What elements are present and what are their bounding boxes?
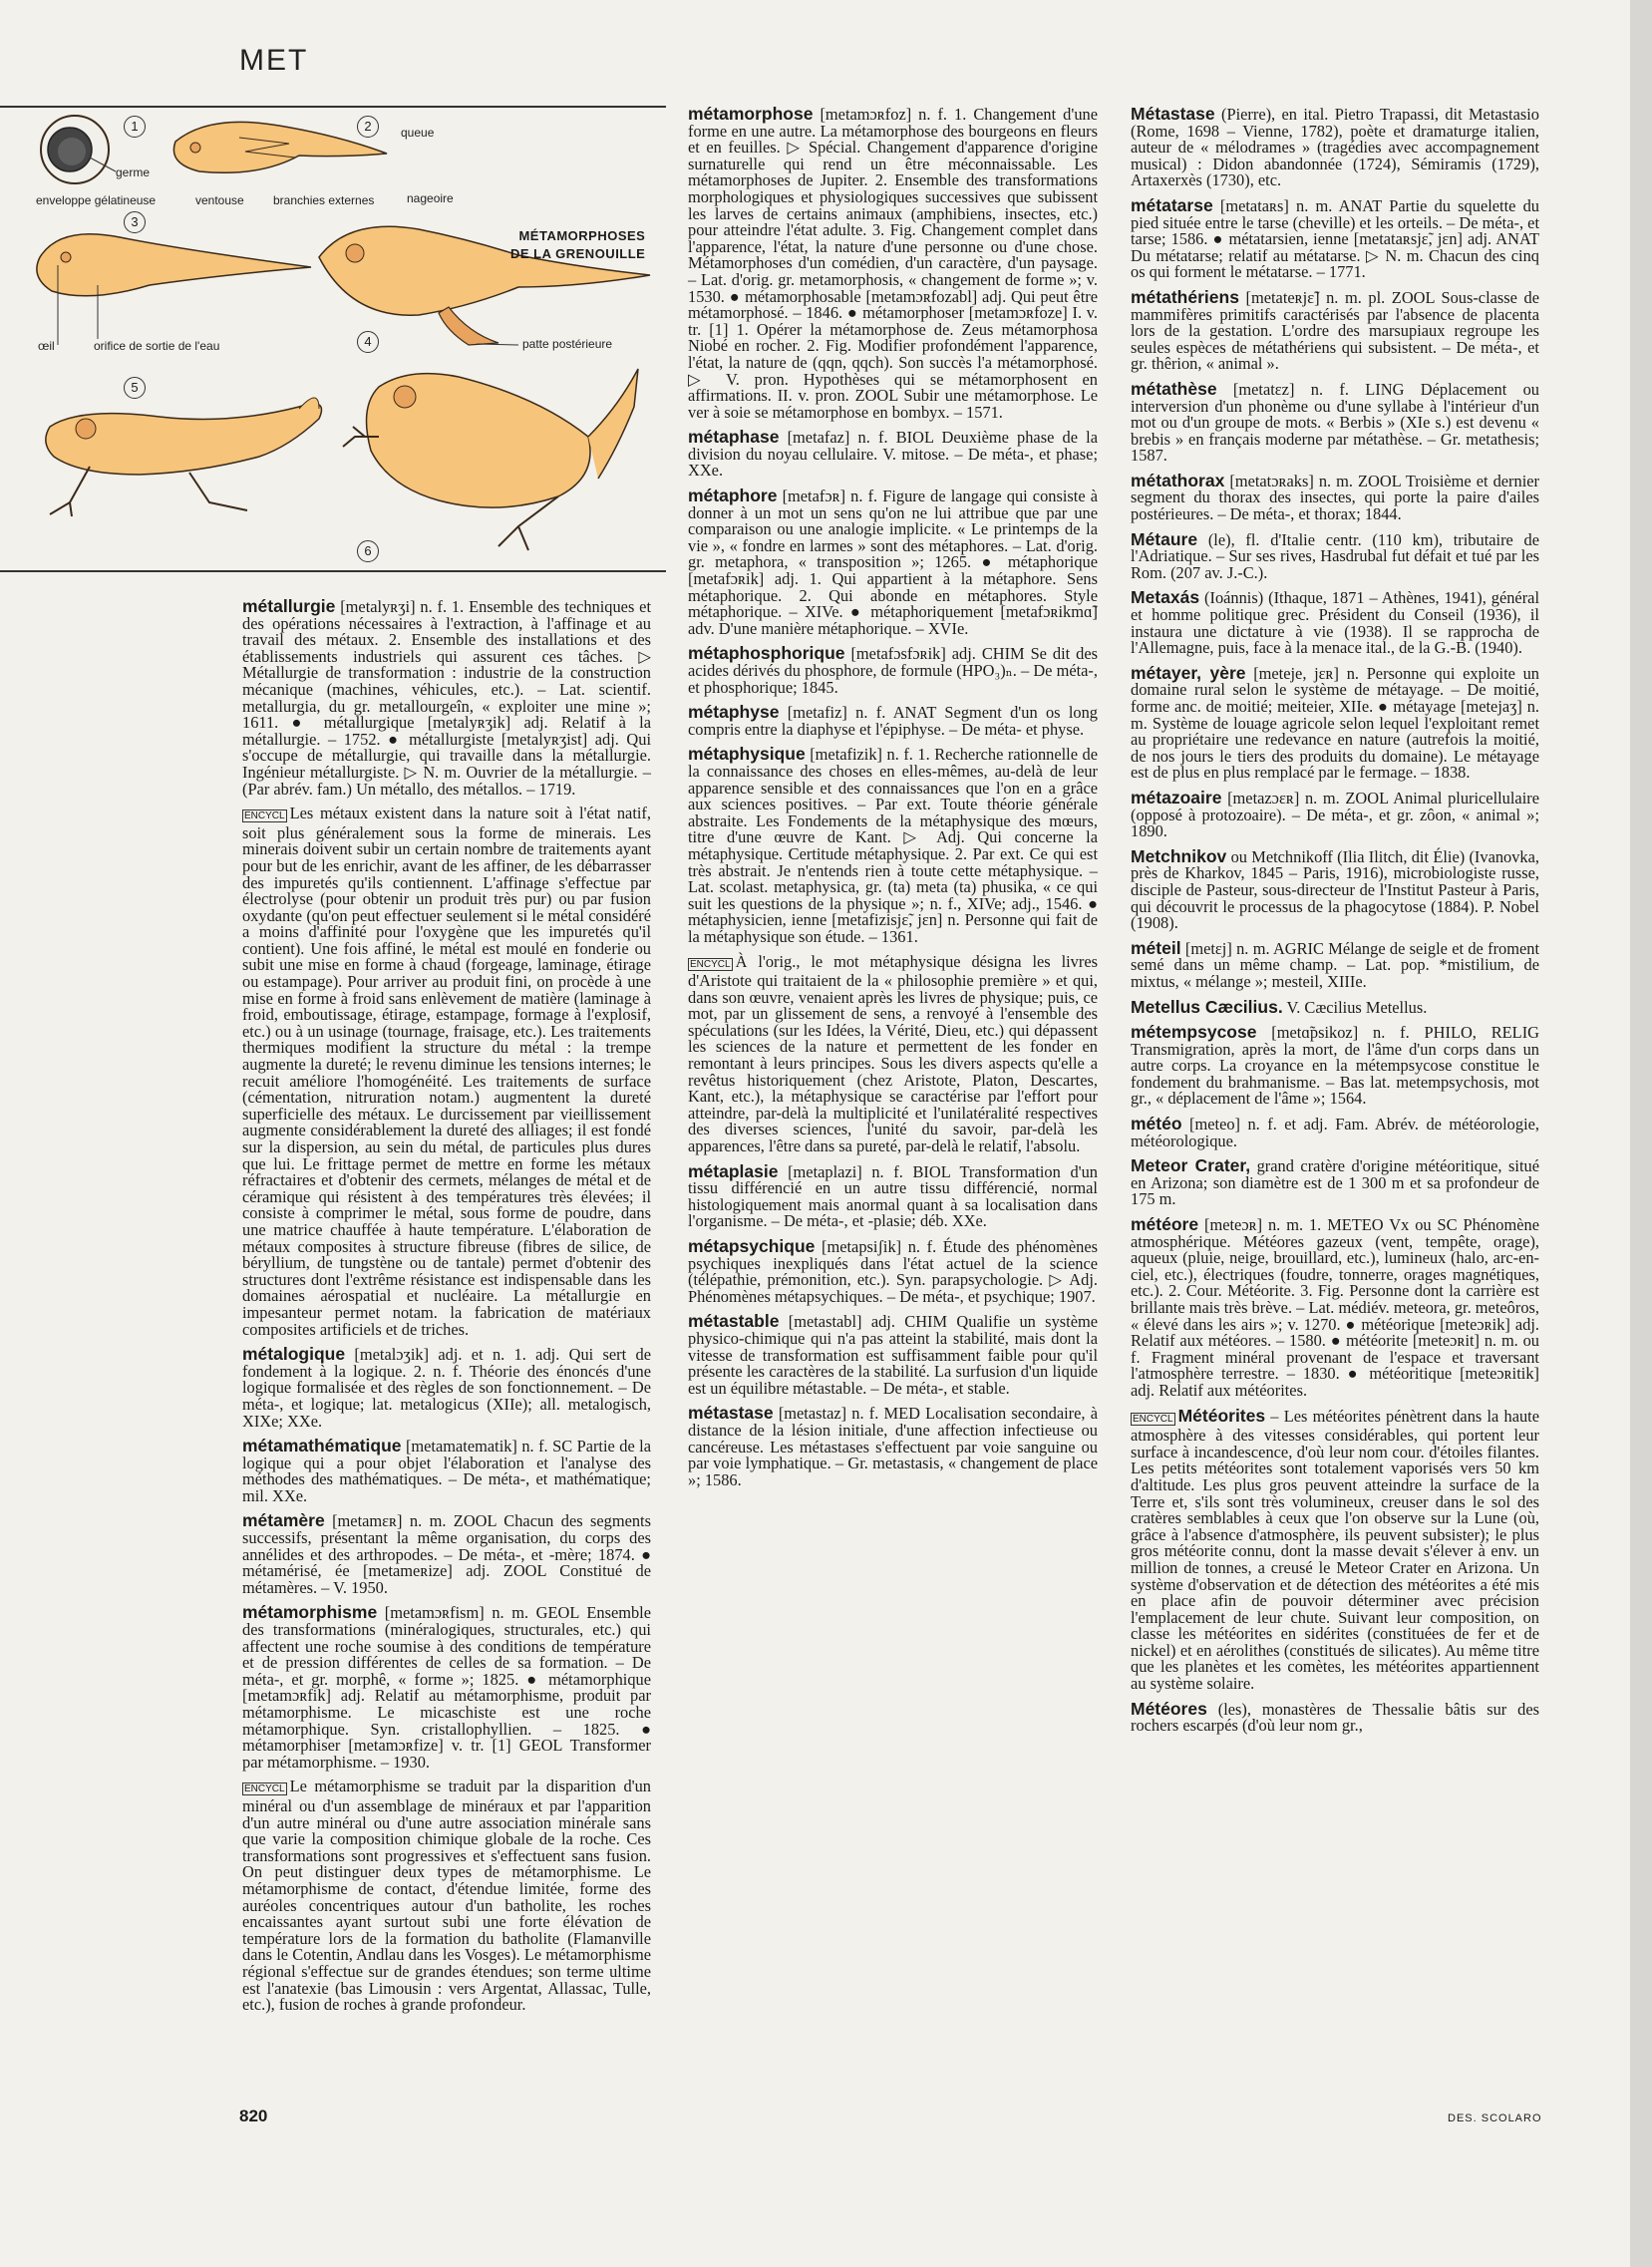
definition: [metalɔʒik] adj. et n. 1. adj. Qui sert de fondement à la logique. 2. n. f. Théorie des énoncés d'une logique formalisée et des règles de son fonctionnement. – De méta-, et logique; lat. metalogicus (XIIe); all. metalogisch, XIXe; XXe.	[242, 1345, 651, 1431]
definition: [meteje, jɛʀ] n. Personne qui exploite un domaine rural selon le système de métayage. – De moitié, forme anc. de moitié; meiteier, XIIe. ● métayage [metejaʒ] n. m. Système de louage agricole selon lequel l'exploitant remet au propriétaire une redevance en nature (autrefois la moitié, de nos jours le tiers des produits du domaine). Le métayage est de plus en plus remplacé par le fermage. – 1838.	[1131, 663, 1539, 783]
stage-4-number: 4	[357, 331, 379, 353]
definition: (Pierre), en ital. Pietro Trapassi, dit Metastasio (Rome, 1698 – Vienne, 1782), poète et dramaturge italien, auteur de « mélodrames » (tragédies avec accompagnement musical) : Didon abandonnée (1724), Sémiramis (1729), Artaxerxès (1730), etc.	[1131, 105, 1539, 190]
column-1	[242, 598, 651, 2022]
entry-metallurgie	[242, 598, 651, 798]
illustration-credit: DES. SCOLARO	[1448, 2112, 1542, 2124]
headword: méteil	[1131, 937, 1181, 958]
headword: métayer, yère	[1131, 662, 1246, 683]
definition: [metɛj] n. m. AGRIC Mélange de seigle et de froment semé dans un même champ. – Lat. pop. *mistilium, de mixtus, « mélange »; mesteil, XIIIe.	[1131, 938, 1539, 991]
encycl-meteorites	[1131, 1405, 1539, 1694]
definition: (le), fl. d'Italie centr. (110 km), tributaire de l'Adriatique. – Sur ses rives, Hasdrubal fut défait et tué par les Rom. (207 av. J.-C.).	[1131, 529, 1539, 582]
headword: métapsychique	[688, 1236, 816, 1256]
entry-metamorphisme	[242, 1604, 651, 1771]
stage-1-number: 1	[124, 116, 146, 138]
headword: métaphase	[688, 427, 780, 448]
definition: [metalyʀʒi] n. f. 1. Ensemble des techniques et des opérations nécessaires à l'extraction, à l'affinage et au travail des métaux. 2. Ensemble des installations et des établissements industriels qui assurent ces tâches. ▷ Métallurgie de transformation : industrie de la construction mécanique (machines, véhicules, etc.). – Lat. scientif. metallurgia, du gr. metallourgeîn, « exploiter une mine »; 1611. ● métallurgique [metalyʀʒik] adj. Relatif à la métallurgie. – 1752. ● métallurgiste [metalyʀʒist] adj. Qui s'occupe de métallurgie, qui travaille dans la métallurgie. Ingénieur métallurgiste. ▷ N. m. Ouvrier de la métallurgie. – (Par abrév. fam.) Un métallo, des métallos. – 1719.	[242, 597, 651, 799]
page-number: 820	[239, 2106, 268, 2125]
definition: [metamatematik] n. f. SC Partie de la logique qui a pour objet l'élaboration et l'analyse des méthodes des mathématiques. – De méta-, et mathématique; mil. XXe.	[242, 1437, 651, 1505]
label-queue: queue	[401, 126, 435, 140]
headword: métaphosphorique	[688, 643, 845, 664]
definition: [metatɛz] n. f. LING Déplacement ou interversion d'un phonème ou d'une syllabe à l'intérieur d'un mot ou d'un groupe de mots. « Berbis » (XIe s.) est devenu « brebis » en français moderne par métathèse. – Gr. metathesis; 1587.	[1131, 379, 1539, 466]
headword: Métaure	[1131, 528, 1198, 549]
headword: métamathématique	[242, 1436, 402, 1457]
definition: [metaplazi] n. f. BIOL Transformation d'un tissu différencié en un autre tissu différencié, normal histologiquement mais anormal quant à sa localisation dans l'organisme. – De méta-, et -plasie; déb. XXe.	[688, 1161, 1098, 1231]
entry-metamere	[242, 1512, 651, 1596]
headword: Metchnikov	[1131, 845, 1227, 866]
column-2	[688, 106, 1098, 1496]
stage-3-number: 3	[124, 211, 146, 233]
stage-2-tadpole	[173, 122, 387, 172]
entry-metastable	[688, 1313, 1098, 1397]
encycl-tag: ENCYCL	[690, 958, 731, 970]
definition: grand cratère d'origine météoritique, situé en Arizona; son diamètre est de 1 300 m et sa profondeur de 175 m.	[1131, 1156, 1539, 1209]
headword: métallurgie	[242, 596, 336, 616]
entry-metaphyse	[688, 704, 1098, 738]
column-3	[1131, 106, 1539, 1743]
headword: métathèse	[1131, 378, 1217, 399]
entry-metaplasie	[688, 1160, 1098, 1231]
entry-meteo	[1131, 1116, 1539, 1149]
headword: métamère	[242, 1510, 325, 1531]
entry-meteore	[1131, 1216, 1539, 1400]
headword: Metaxás	[1131, 587, 1200, 608]
running-head: MET	[239, 44, 309, 77]
encycl-text: À l'orig., le mot métaphysique désigna les livres d'Aristote qui traitaient de la « philosophie première » et qui, dans son œuvre, venaient après les livres de physique; puis, ce mot, par un glissement de sens, a renvoyé à l'ensemble des spéculations (sur les Idées, la Vérité, Dieu, etc.) qui dépassent les sciences de la nature et permettent de les fonder en remontant à leurs principes. Sous les divers aspects qu'elle a revêtus historiquement (chez Aristote, Platon, Descartes, Kant, etc.), la métaphysique se caractérise par l'effort pour atteindre, par-delà la multiplicité et l'unilatéralité respectives des diverses sciences, l'unité du savoir, par-delà les apparences, l'être dans sa pureté, par-delà le relatif, l'absolu.	[688, 951, 1098, 1156]
label-ventouse: ventouse	[195, 193, 244, 207]
stage-2-number: 2	[357, 116, 379, 138]
encycl-tag: ENCYCL	[244, 810, 285, 822]
definition: ou Metchnikoff (Ilia Ilitch, dit Élie) (Ivanovka, près de Kharkov, 1845 – Paris, 1916), microbiologiste russe, disciple de Pasteur, sous-directeur de l'Institut Pasteur à Paris, qui découvrit le processus de la phagocytose (1884). P. Nobel (1908).	[1131, 846, 1539, 933]
figure-bottom-rule	[0, 570, 666, 572]
encycl-metaphysique	[688, 951, 1098, 1156]
entry-meteores	[1131, 1698, 1539, 1736]
headword: métastase	[688, 1403, 774, 1424]
definition: [metazɔɛʀ] n. m. ZOOL Animal pluricellulaire (opposé à protozoaire). – De méta-, et gr. zôon, « animal »; 1890.	[1131, 788, 1539, 841]
definition: [metataʀs] n. m. ANAT Partie du squelette du pied située entre le tarse (cheville) et les orteils. – De méta-, et tarse; 1586. ● métatarsien, ienne [metataʀsjɛ̃, jɛn] adj. ANAT Du métatarse; relatif au métatarse. ▷ N. m. Chacun des cinq os qui forment le métatarse. – 1771.	[1131, 195, 1539, 282]
headword: Meteor Crater,	[1131, 1155, 1251, 1176]
headword: Météorites	[1177, 1405, 1266, 1426]
encycl-tag: ENCYCL	[244, 1783, 285, 1795]
label-germe: germe	[116, 165, 151, 179]
stage-6-frog	[343, 369, 638, 550]
entry-metaxas	[1131, 589, 1539, 656]
headword: météo	[1131, 1114, 1182, 1134]
headword: métempsycose	[1131, 1022, 1257, 1043]
encycl-text: Le métamorphisme se traduit par la disparition d'un minéral ou d'un assemblage de minéraux et par l'apparition d'un autre minéral ou d'une autre association minérale sans que varie la composition chimique globale de la roche. Ces transformations sont progressives et s'effectuent sans fusion. On peut distinguer deux types de métamorphisme. Le métamorphisme de contact, d'étendue limitée, forme des auréoles concentriques autour d'un batholite, les roches encaissantes ayant surtout subi une forte élévation de température lors de la formation du batholite (Flamanville dans le Cotentin, Andlau dans les Vosges). Le métamorphisme régional s'effectue sur de grandes étendues; son terme ultime est l'anatexie (bas Limousin : vers Argentat, Allassac, Tulle, etc.), fusion de roches à grande profondeur.	[242, 1777, 651, 2015]
encycl-text: – Les météorites pénètrent dans la haute atmosphère à des vitesses considérables, qui portent leur surface à incandescence, d'où leur nom cour. d'étoiles filantes. Les petits météorites sont totalement vaporisés vers 50 km d'altitude. Les plus gros peuvent atteindre la surface de la Terre et, s'ils sont très volumineux, creuser dans le sol des cratères semblables à ceux que l'on observe sur la Lune (où, grâce à l'absence d'atmosphère, ils peuvent subsister); le plus gros météorite connu, dont la masse devait s'élever à env. un million de tonnes, a creusé le Meteor Crater en Arizona. Un système d'observation et de détection des météorites a été mis en place afin de pouvoir déterminer avec précision l'emplacement de leur chute. Suivant leur composition, on classe les météorites en sidérites (constituées de fer et de nickel) et en aérolithes (constitués de silicates). Au même titre que les planètes et les comètes, les météorites appartiennent au système solaire.	[1131, 1406, 1539, 1694]
label-oeil: œil	[38, 339, 55, 353]
headword: Météores	[1131, 1698, 1207, 1719]
stage-5-froglet	[46, 398, 322, 516]
definition: [metafɔʀ] n. f. Figure de langage qui consiste à donner à un mot un sens qu'on ne lui attribue que par une comparaison ou une analogie implicite. « Le printemps de la vie », « fondre en larmes » sont des métaphores. – Lat. d'orig. gr. metaphora, « transposition »; 1265. ● métaphorique [metafɔʀik] adj. 1. Qui appartient à la métaphore. Sens métaphorique. 2. Qui abonde en métaphores. Style métaphorique. – XIVe. ● métaphoriquement [metafɔʀikmɑ̃] adv. D'une manière métaphorique. – XVIe.	[688, 486, 1098, 638]
entry-metathorax	[1131, 470, 1539, 524]
headword: métaphore	[688, 486, 778, 506]
definition: [metatɔʀaks] n. m. ZOOL Troisième et dernier segment du thorax des insectes, qui porte la paire d'ailes postérieures. – De méta-, et thorax; 1844.	[1131, 471, 1539, 524]
headword: métalogique	[242, 1344, 346, 1365]
label-branchies: branchies externes	[273, 193, 375, 207]
definition: [metɑ̃psikoz] n. f. PHILO, RELIG Transmigration, après la mort, de l'âme d'un corps dans un autre corps. La croyance en la métempsycose constitue le fondement du brahmanisme. – Bas lat. metempsychosis, mot gr., « déplacement de l'âme »; 1564.	[1131, 1023, 1539, 1109]
definition: [metamɛʀ] n. m. ZOOL Chacun des segments successifs, présentant la même organisation, du corps des annélides et des arthropodes. – De méta-, et -mère; 1874. ● métamérisé, ée [metameʀize] adj. ZOOL Constitué de métamères. – V. 1950.	[242, 1511, 651, 1597]
definition: (les), monastères de Thessalie bâtis sur des rochers escarpés (d'où leur nom gr.,	[1131, 1699, 1539, 1736]
headword: métastable	[688, 1311, 780, 1332]
entry-meteor-crater	[1131, 1157, 1539, 1208]
entry-metastase-pierre	[1131, 106, 1539, 189]
definition: [metapsiʃik] n. f. Étude des phénomènes psychiques inexpliqués dans l'état actuel de la science (télépathie, prémonition, etc.). Syn. parapsychologie. ▷ Adj. Phénomènes métapsychiques. – De méta-, et psychique; 1907.	[688, 1237, 1098, 1306]
headword: métathorax	[1131, 470, 1225, 490]
entry-metastase	[688, 1405, 1098, 1488]
entry-metalogique	[242, 1346, 651, 1430]
entry-metaphysique	[688, 746, 1098, 945]
definition: [meteɔʀ] n. m. 1. METEO Vx ou SC Phénomène atmosphérique. Météores gazeux (vent, tempête, orage), aqueux (pluie, neige, brouillard, etc.), lumineux (halo, arc-en-ciel, etc.), électriques (foudre, tonnerre, orages magnétiques, etc.). 2. Cour. Météorite. 3. Fig. Personne dont la carrière est brillante mais très brève. – Lat. médiév. meteora, gr. meteôros, « élevé dans les airs »; v. 1270. ● météorique [meteɔʀik] adj. Relatif aux météores. – 1580. ● météorite [meteɔʀit] n. m. ou f. Fragment minéral provenant de l'espace et traversant l'atmosphère terrestre. – 1830. ● météoritique [meteɔʀitik] adj. Relatif aux météorites.	[1131, 1215, 1539, 1400]
definition: [metamɔʀfoz] n. f. 1. Changement d'une forme en une autre. La métamorphose des bourgeons en fleurs et en feuilles. ▷ Spécial. Changement d'apparence d'origine surnaturelle qui rend un être méconnaissable. Les métamorphoses de Jupiter. 2. Ensemble des transformations morphologiques et physiologiques successives que subissent les larves de certains animaux (amphibiens, insectes, etc.) pour atteindre l'état adulte. 3. Fig. Changement complet dans l'apparence, l'état, la nature d'une personne ou d'une chose. Métamorphoses d'un comédien, d'un caractère, d'un paysage. – Lat. d'orig. gr. metamorphosis, « changement de forme »; v. 1530. ● métamorphosable [metamɔʀfozabl] adj. Qui peut être métamorphosé. – 1846. ● métamorphoser [metamɔʀfoze] I. v. tr. [1] 1. Opérer la métamorphose de. Zeus métamorphosa Niobé en rocher. 2. Fig. Modifier profondément l'apparence, l'état, la nature de (qqn, qqch). Son succès l'a métamorphosé. ▷ V. pron. Hypothèses qui se métamorphosent en affirmations. II. v. pron. ZOOL Subir une métamorphose. Le ver à soie se métamorphose en bombyx. – 1571.	[688, 105, 1098, 422]
definition: [metafaz] n. f. BIOL Deuxième phase de la division du noyau cellulaire. V. mitose. – De méta-, et phase; XXe.	[688, 428, 1098, 481]
frog-metamorphosis-figure	[0, 108, 666, 570]
definition: (Ioánnis) (Ithaque, 1871 – Athènes, 1941), général et homme politique grec. Président du Conseil (1936), il instaura une dictature à vie (1938). Il se rapprocha de l'Allemagne, puis, face à la menace ital., de la G.-B. (1940).	[1131, 588, 1539, 658]
stage-1-egg	[41, 116, 116, 183]
label-patte: patte postérieure	[522, 337, 613, 351]
entry-metaphore	[688, 487, 1098, 637]
entry-metamorphose	[688, 106, 1098, 421]
definition: [metateʀjɛ̃] n. m. pl. ZOOL Sous-classe de mammifères primitifs caractérisés par l'absence de placenta lors de la gestation. L'ordre des marsupiaux regroupe les seules espèces de métathériens qui subsistent. – De méta-, et gr. thêrion, « animal ».	[1131, 287, 1539, 374]
headword: Métastase	[1131, 104, 1215, 124]
entry-metathese	[1131, 378, 1539, 466]
entry-metellus	[1131, 996, 1539, 1017]
encycl-metamorphisme	[242, 1779, 651, 2013]
entry-metamathematique	[242, 1438, 651, 1504]
headword: métazoaire	[1131, 787, 1222, 808]
definition: [metamɔʀfism] n. m. GEOL Ensemble des transformations (minéralogiques, structurales, etc.) qui affectent une roche soumise à des conditions de température et de pression différentes de celles de sa formation. – De méta-, et gr. morphê, « forme »; 1825. ● métamorphique [metamɔʀfik] adj. Relatif au métamorphisme, produit par métamorphisme. Le micaschiste est une roche métamorphique. Syn. cristallophyllien. – 1825. ● métamorphiser [metamɔʀfize] v. tr. [1] GEOL Transformer par métamorphisme. – 1930.	[242, 1603, 651, 1772]
figure-title: MÉTAMORPHOSES DE LA GRENOUILLE	[510, 228, 646, 261]
definition: V. Cæcilius Metellus.	[1282, 997, 1428, 1017]
entry-metaphase	[688, 429, 1098, 480]
headword: Metellus Cæcilius.	[1131, 996, 1283, 1017]
entry-metazoaire	[1131, 787, 1539, 841]
stage-6-number: 6	[357, 540, 379, 562]
entry-meteil	[1131, 937, 1539, 991]
definition: [meteo] n. f. et adj. Fam. Abrév. de météorologie, météorologique.	[1131, 1115, 1539, 1150]
entry-metayer	[1131, 662, 1539, 783]
entry-metchnikov	[1131, 845, 1539, 933]
definition: [metafiz] n. f. ANAT Segment d'un os long compris entre la diaphyse et l'épiphyse. – De méta- et physe.	[688, 703, 1098, 739]
encycl-metallurgie	[242, 806, 651, 1338]
entry-metatheriens	[1131, 286, 1539, 374]
definition: [metastaz] n. f. MED Localisation secondaire, à distance de la lésion initiale, d'une affection infectieuse ou cancéreuse. Les métastases s'effectuent par voie sanguine ou par voie lymphatique. – Gr. metastasis, « changement de place »; 1586.	[688, 1404, 1098, 1489]
headword: métamorphose	[688, 104, 814, 124]
entry-metempsycose	[1131, 1024, 1539, 1108]
encycl-tag: ENCYCL	[1133, 1413, 1173, 1425]
headword: métamorphisme	[242, 1602, 378, 1623]
label-orifice: orifice de sortie de l'eau	[94, 339, 220, 353]
headword: métaphyse	[688, 702, 780, 723]
label-nageoire: nageoire	[407, 191, 454, 205]
entry-metapsychique	[688, 1238, 1098, 1305]
definition: [metafizik] n. f. 1. Recherche rationnelle de la connaissance des choses en elles-mêmes, au-delà de leur apparence sensible et des connaissances que l'on en a grâce aux sciences positives. – Par ext. Toute théorie générale abstraite. Les Fondements de la métaphysique des mœurs, titre d'une œuvre de Kant. ▷ Adj. Qui concerne la métaphysique. Certitude métaphysique. 2. Par ext. Ce qui est très abstrait. Je n'entends rien à toute cette métaphysique. – Lat. scolast. metaphysica, gr. (ta) meta (ta) phusika, « ce qui suit les questions de la physique »; n. f., XIVe; adj., 1546. ● métaphysicien, ienne [metafizisjɛ̃, jɛn] n. Personne qui fait de la métaphysique son étude. – 1361.	[688, 745, 1098, 946]
definition: [metafɔsfɔʀik] adj. CHIM Se dit des acides dérivés du phosphore, de formule (HPO₃)ₙ. – De méta-, et phosphorique; 1845.	[688, 644, 1098, 697]
page-edge	[1630, 0, 1652, 2267]
stage-3-tadpole	[37, 234, 311, 345]
entry-metaure	[1131, 528, 1539, 582]
headword: métaphysique	[688, 744, 806, 765]
stage-5-number: 5	[124, 377, 146, 399]
headword: métathériens	[1131, 286, 1239, 307]
headword: météore	[1131, 1214, 1199, 1235]
entry-metatarse	[1131, 194, 1539, 282]
label-enveloppe: enveloppe gélatineuse	[36, 193, 157, 207]
headword: métaplasie	[688, 1160, 779, 1181]
entry-metaphosphorique	[688, 645, 1098, 696]
headword: métatarse	[1131, 194, 1213, 215]
definition: [metastabl] adj. CHIM Qualifie un système physico-chimique qui n'a pas atteint la stabilité, mais dont la vitesse de transformation est suffisamment faible pour qu'il présente les caractères de la stabilité. La surfusion d'un liquide est un équilibre métastable. – De méta-, et stable.	[688, 1312, 1098, 1398]
encycl-text: Les métaux existent dans la nature soit à l'état natif, soit plus généralement sous la forme de minerais. Les minerais doivent subir un certain nombre de traitements ayant pour but de les enrichir, avant de les affiner, de les débarrasser des impuretés qu'ils contiennent. L'affinage s'effectue par électrolyse (pour obtenir un produit très pur) ou par fusion oxydante (qu'on peut effectuer seulement si le métal considéré a moins d'affinité pour l'oxygène que les impuretés qu'il contient). Une fois affiné, le métal est moulé en fonderie ou subit une mise en forme à chaud (forgeage, laminage, étirage ou estampage). Pour arriver au produit fini, on procède à une mise en forme à froid sans enlèvement de matière (laminage à froid, emboutissage, étirage, estampage, formage à l'explosif, etc.) ou à un usinage (tournage, fraisage, etc.). Les traitements thermiques modifient la structure du métal : la trempe augmente la dureté; le revenu diminue les tensions internes; le recuit améliore l'homogénéité. Les traitements de surface (cémentation, nitruration notam.) augmentent la dureté superficielle des métaux. Le durcissement par vieillissement augmente considérablement la dureté des alliages; il est fondé sur la dispersion, au sein du métal, de particules plus dures que lui. Le frittage permet de mettre en forme les métaux réfractaires et d'obtenir des cermets, mélanges de métal et de céramique qui résistent à des températures très élevées; il consiste à comprimer le métal, sous forme de poudre, dans une matrice chauffée à haute température. L'élaboration de métaux composites à structure fibreuse (fibres de silice, de béryllium, de tungstène ou de tantale) permet d'obtenir des structures dont l'extrême résistance est indispensable dans les domaines aérospatial et nucléaire. La métallurgie en impesanteur permet notam. la fabrication de matériaux composites artificiels et de triches.	[242, 804, 651, 1339]
